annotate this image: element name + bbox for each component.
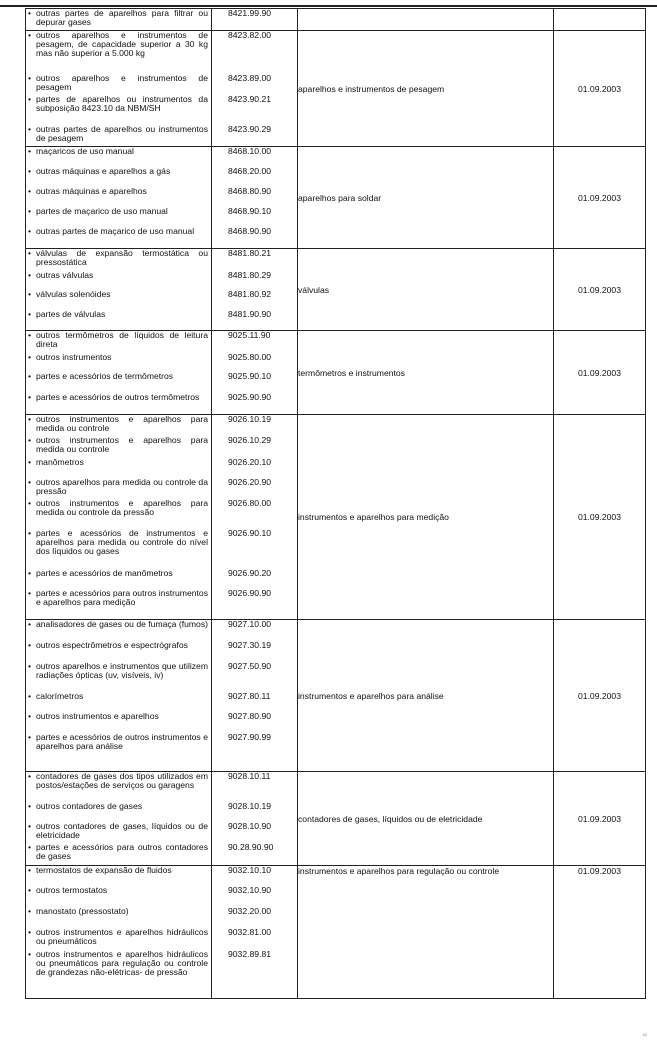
codes-cell (212, 620, 298, 772)
ncm-code: 9026.20.10 (228, 457, 272, 467)
item-entry (26, 822, 211, 843)
ncm-code: 9025.90.90 (228, 392, 272, 402)
item-entry (26, 227, 211, 248)
bullet-icon: • (28, 73, 32, 83)
item-text: outros aparelhos e instrumentos que utilizem radiações ópticas (uv, visíveis, iv) (36, 661, 208, 680)
bullet-icon: • (28, 619, 32, 629)
product-description: aparelhos e instrumentos de pesagem (298, 31, 554, 147)
effective-date: 01.09.2003 (554, 147, 646, 249)
bullet-icon: • (28, 248, 32, 258)
bullet-icon: • (28, 206, 32, 216)
item-entry (26, 415, 211, 436)
bullet-icon: • (28, 477, 32, 487)
ncm-code: 9026.20.90 (228, 477, 272, 487)
bullet-icon: • (28, 371, 32, 381)
ncm-code: 9026.10.29 (228, 435, 272, 445)
table-row (26, 31, 646, 147)
bullet-icon: • (28, 435, 32, 445)
item-text: outros instrumentos e aparelhos (36, 711, 159, 721)
item-entry (26, 187, 211, 207)
bullet-icon: • (28, 885, 32, 895)
ncm-code: 90.28.90.90 (228, 842, 274, 852)
item-entry (26, 733, 211, 771)
item-entry (26, 147, 211, 167)
bullet-icon: • (28, 457, 32, 467)
item-entry (26, 458, 211, 478)
table-row (26, 866, 646, 999)
bullet-icon: • (28, 8, 32, 18)
item-text: válvulas de expansão termostática ou pressostática (36, 248, 208, 267)
item-entry (26, 167, 211, 187)
item-text: partes e acessórios de outros termômetros (36, 392, 200, 402)
ncm-code: 8468.90.90 (228, 226, 272, 236)
items-cell (26, 620, 212, 772)
header-rule (0, 5, 657, 7)
items-cell (26, 772, 212, 866)
item-text: outras máquinas e aparelhos (36, 186, 147, 196)
codes-cell (212, 147, 298, 249)
item-text: outros contadores de gases, líquidos ou de eletricidade (36, 821, 208, 840)
item-text: partes e acessórios de termômetros (36, 371, 174, 381)
ncm-code: 8421.99.90 (228, 8, 272, 18)
item-text: partes e acessórios de manômetros (36, 568, 173, 578)
items-cell (26, 331, 212, 415)
ncm-table (25, 8, 646, 999)
codes-cell (212, 866, 298, 999)
item-text: outras partes de aparelhos para filtrar ou depurar gases (36, 8, 208, 27)
item-entry (26, 31, 211, 74)
codes-cell (212, 331, 298, 415)
bullet-icon: • (28, 927, 32, 937)
ncm-code: 8481.80.92 (228, 289, 272, 299)
ncm-code: 8423.90.21 (228, 94, 272, 104)
item-text: termostatos de expansão de fluidos (36, 865, 172, 875)
item-text: outras partes de aparelhos ou instrumentos de pesagem (36, 124, 208, 143)
bullet-icon: • (28, 392, 32, 402)
bullet-icon: • (28, 568, 32, 578)
item-entry (26, 529, 211, 569)
product-description: instrumentos e aparelhos para medição (298, 415, 554, 620)
item-entry (26, 436, 211, 458)
ncm-code: 9026.90.10 (228, 528, 272, 538)
item-entry (26, 353, 211, 372)
table-row (26, 331, 646, 415)
item-entry (26, 372, 211, 393)
item-text: partes e acessórios de outros instrumentos e aparelhos para análise (36, 732, 208, 751)
item-entry (26, 310, 211, 330)
ncm-code: 8423.90.29 (228, 124, 272, 134)
ncm-code: 9032.10.90 (228, 885, 272, 895)
bullet-icon: • (28, 330, 32, 340)
item-entry (26, 928, 211, 950)
item-text: outros instrumentos e aparelhos para medida ou controle (36, 414, 208, 433)
ncm-code: 9032.89.81 (228, 949, 272, 959)
item-text: analisadores de gases ou de fumaça (fumos) (36, 619, 208, 629)
effective-date (554, 9, 646, 31)
bullet-icon: • (28, 166, 32, 176)
bullet-icon: • (28, 124, 32, 134)
product-description (298, 9, 554, 31)
item-entry (26, 692, 211, 712)
item-text: manostato (pressostato) (36, 906, 129, 916)
ncm-code: 8481.80.29 (228, 270, 272, 280)
bullet-icon: • (28, 711, 32, 721)
codes-cell (212, 772, 298, 866)
bullet-icon: • (28, 30, 32, 40)
item-entry (26, 866, 211, 886)
item-text: outros contadores de gases (36, 801, 143, 811)
items-cell (26, 147, 212, 249)
ncm-code: 9028.10.19 (228, 801, 272, 811)
item-text: válvulas solenóides (36, 289, 111, 299)
items-cell (26, 249, 212, 331)
bullet-icon: • (28, 528, 32, 538)
bullet-icon: • (28, 588, 32, 598)
items-cell (26, 31, 212, 147)
item-text: outros instrumentos (36, 352, 112, 362)
bullet-icon: • (28, 270, 32, 280)
item-text: manômetros (36, 457, 84, 467)
bullet-icon: • (28, 94, 32, 104)
bullet-icon: • (28, 498, 32, 508)
table-row (26, 620, 646, 772)
item-text: outros termômetros de líquidos de leitura direta (36, 330, 208, 349)
ncm-code: 9026.10.19 (228, 414, 272, 424)
bullet-icon: • (28, 842, 32, 852)
table-row (26, 147, 646, 249)
item-text: maçaricos de uso manual (36, 146, 134, 156)
item-text: outros termostatos (36, 885, 108, 895)
ncm-code: 9027.30.19 (228, 640, 272, 650)
item-text: partes de aparelhos ou instrumentos da subposição 8423.10 da NBM/SH (36, 94, 208, 113)
items-cell (26, 866, 212, 999)
ncm-code: 9028.10.11 (228, 771, 271, 781)
bullet-icon: • (28, 186, 32, 196)
ncm-code: 9027.90.99 (228, 732, 272, 742)
effective-date: 01.09.2003 (554, 772, 646, 866)
ncm-code: 8468.10.00 (228, 146, 272, 156)
item-entry (26, 74, 211, 95)
bullet-icon: • (28, 691, 32, 701)
item-text: partes e acessórios para outros instrumentos e aparelhos para medição (36, 588, 208, 607)
bullet-icon: • (28, 732, 32, 742)
bullet-icon: • (28, 640, 32, 650)
product-description: instrumentos e aparelhos para regulação ou controle (298, 866, 554, 999)
codes-cell (212, 9, 298, 31)
ncm-code: 8481.90.90 (228, 309, 272, 319)
product-description: contadores de gases, líquidos ou de eletricidade (298, 772, 554, 866)
bullet-icon: • (28, 146, 32, 156)
product-description: válvulas (298, 249, 554, 331)
effective-date: 01.09.2003 (554, 620, 646, 772)
ncm-code: 9026.90.20 (228, 568, 272, 578)
ncm-code: 9026.80.00 (228, 498, 272, 508)
item-entry (26, 802, 211, 822)
item-entry (26, 950, 211, 998)
bullet-icon: • (28, 949, 32, 959)
items-cell (26, 415, 212, 620)
item-text: outros instrumentos e aparelhos para medida ou controle da pressão (36, 498, 208, 517)
item-text: partes e acessórios de instrumentos e aparelhos para medida ou controle do nível dos líquidos ou gases (36, 528, 208, 556)
table-body (26, 9, 646, 999)
item-text: outras partes de maçarico de uso manual (36, 226, 195, 236)
item-text: partes de válvulas (36, 309, 106, 319)
ncm-code: 8423.89.00 (228, 73, 272, 83)
item-entry (26, 641, 211, 662)
table-row (26, 9, 646, 31)
item-entry (26, 331, 211, 353)
ncm-code: 8468.90.10 (228, 206, 272, 216)
ncm-code: 8481.80.21 (228, 248, 272, 258)
item-entry (26, 712, 211, 733)
item-entry (26, 907, 211, 928)
effective-date: 01.09.2003 (554, 866, 646, 999)
effective-date: 01.09.2003 (554, 331, 646, 415)
item-entry (26, 620, 211, 641)
item-text: outros instrumentos e aparelhos hidráulicos ou pneumáticos (36, 927, 208, 946)
item-entry (26, 290, 211, 310)
item-entry (26, 393, 211, 414)
item-entry (26, 95, 211, 125)
effective-date: 01.09.2003 (554, 249, 646, 331)
codes-cell (212, 31, 298, 147)
ncm-code: 9025.80.00 (228, 352, 272, 362)
item-entry (26, 662, 211, 692)
bullet-icon: • (28, 309, 32, 319)
product-description: aparelhos para soldar (298, 147, 554, 249)
items-cell (26, 9, 212, 31)
ncm-code: 9025.90.10 (228, 371, 272, 381)
ncm-code: 9027.50.90 (228, 661, 272, 671)
ncm-code: 8468.80.90 (228, 186, 272, 196)
item-text: outros aparelhos para medida ou controle da pressão (36, 477, 208, 496)
bullet-icon: • (28, 771, 32, 781)
item-entry (26, 886, 211, 907)
ncm-code: 9028.10.90 (228, 821, 272, 831)
item-entry (26, 9, 211, 30)
item-text: outras máquinas e aparelhos a gás (36, 166, 171, 176)
bullet-icon: • (28, 821, 32, 831)
bullet-icon: • (28, 865, 32, 875)
ncm-code: 9025.11.90 (228, 330, 271, 340)
product-description: termômetros e instrumentos (298, 331, 554, 415)
item-entry (26, 249, 211, 271)
item-entry (26, 271, 211, 290)
bullet-icon: • (28, 352, 32, 362)
item-entry (26, 499, 211, 529)
item-text: outros aparelhos e instrumentos de pesagem, de capacidade superior a 30 kg mas não superior a 5.000 kg (36, 30, 208, 58)
ncm-code: 9032.20.00 (228, 906, 272, 916)
bullet-icon: • (28, 226, 32, 236)
item-text: outros instrumentos e aparelhos para medida ou controle (36, 435, 208, 454)
ncm-code: 9032.81.00 (228, 927, 272, 937)
item-entry (26, 843, 211, 865)
ncm-code: 9027.80.90 (228, 711, 272, 721)
item-entry (26, 125, 211, 146)
bullet-icon: • (28, 414, 32, 424)
item-entry (26, 569, 211, 589)
bullet-icon: • (28, 801, 32, 811)
ncm-code: 9032.10.10 (228, 865, 272, 875)
item-entry (26, 772, 211, 802)
item-text: partes e acessórios para outros contadores de gases (36, 842, 208, 861)
codes-cell (212, 249, 298, 331)
item-text: outros instrumentos e aparelhos hidráulicos ou pneumáticos para regulação ou controle de grandezas não-elétricas- de pressão (36, 949, 208, 977)
item-text: contadores de gases dos tipos utilizados em postos/estações de serviços ou garagens (36, 771, 208, 790)
product-description: instrumentos e aparelhos para análise (298, 620, 554, 772)
table-row (26, 249, 646, 331)
ncm-code: 9027.80.11 (228, 691, 271, 701)
item-text: outros espectrômetros e espectrógrafos (36, 640, 188, 650)
codes-cell (212, 415, 298, 620)
page-number: 42 (642, 1032, 647, 1037)
effective-date: 01.09.2003 (554, 415, 646, 620)
item-text: outras válvulas (36, 270, 94, 280)
bullet-icon: • (28, 661, 32, 671)
ncm-code: 8468.20.00 (228, 166, 272, 176)
item-text: outros aparelhos e instrumentos de pesagem (36, 73, 208, 92)
table-row (26, 772, 646, 866)
ncm-code: 8423.82.00 (228, 30, 272, 40)
item-entry (26, 478, 211, 499)
item-entry (26, 207, 211, 227)
ncm-code: 9027.10.00 (228, 619, 272, 629)
item-text: calorímetros (36, 691, 84, 701)
bullet-icon: • (28, 289, 32, 299)
item-text: partes de maçarico de uso manual (36, 206, 168, 216)
item-entry (26, 589, 211, 619)
bullet-icon: • (28, 906, 32, 916)
ncm-code: 9026.90.90 (228, 588, 272, 598)
effective-date: 01.09.2003 (554, 31, 646, 147)
table-row (26, 415, 646, 620)
